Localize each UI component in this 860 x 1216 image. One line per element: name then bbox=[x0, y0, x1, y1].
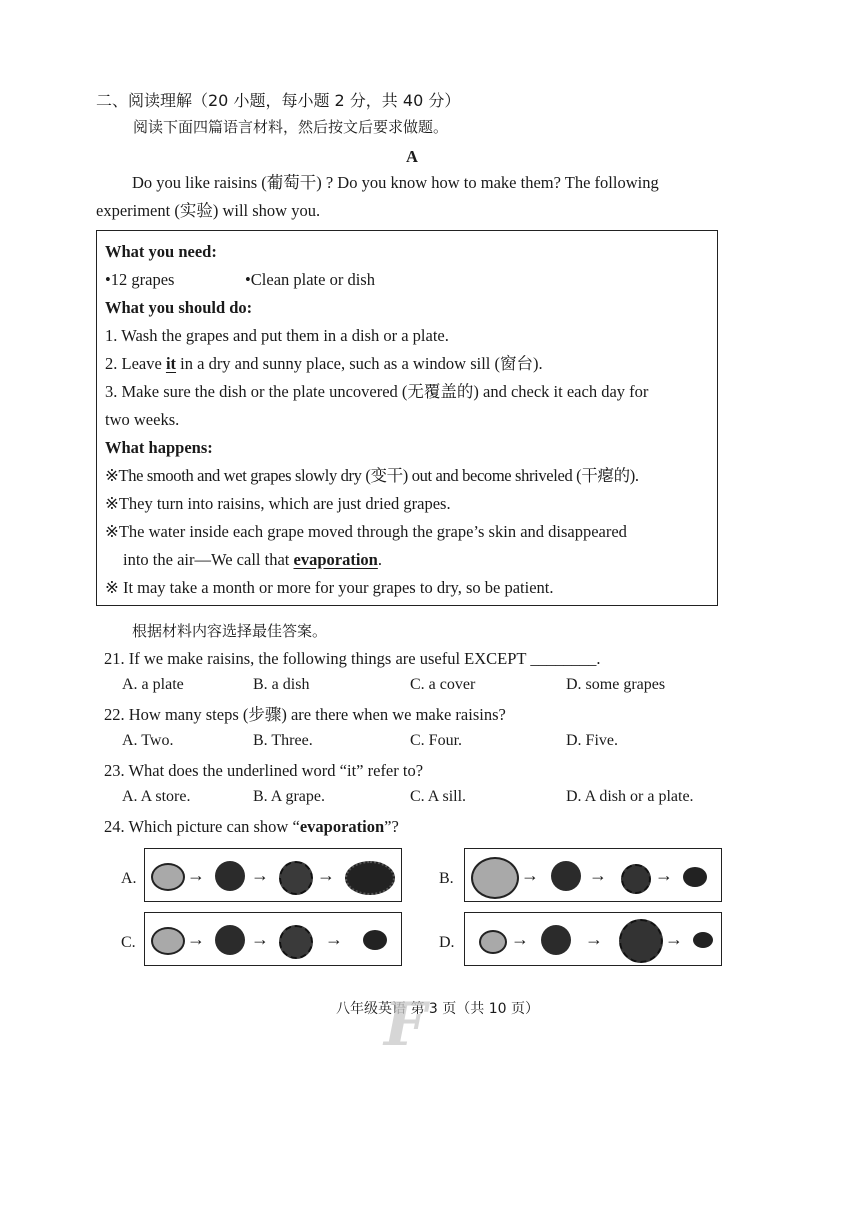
step-3-line1: 3. Make sure the dish or the plate uncovered (无覆盖的) and check it each day for bbox=[105, 382, 649, 401]
happen-4: ※ It may take a month or more for your grapes to dry, so be patient. bbox=[105, 578, 554, 597]
q21-option-c[interactable]: C. a cover bbox=[410, 676, 476, 693]
happen-3-pre: into the air—We call that bbox=[123, 550, 294, 569]
shriveling-grape-icon bbox=[279, 861, 313, 895]
q23-option-b[interactable]: B. A grape. bbox=[253, 788, 325, 805]
arrow-icon: → bbox=[585, 929, 603, 949]
arrow-icon: → bbox=[665, 929, 683, 949]
arrow-icon: → bbox=[655, 865, 673, 885]
q22-option-a[interactable]: A. Two. bbox=[122, 732, 174, 749]
q24-stem-post: ”? bbox=[384, 817, 399, 836]
q21-option-a[interactable]: A. a plate bbox=[122, 676, 184, 693]
section-instruction: 阅读下面四篇语言材料，然后按文后要求做题。 bbox=[133, 118, 449, 136]
question-21: 21. If we make raisins, the following things are useful EXCEPT ________. bbox=[104, 649, 601, 668]
q21-option-d[interactable]: D. some grapes bbox=[566, 676, 666, 693]
shriveling-grape-icon bbox=[621, 864, 651, 894]
q24-label-c[interactable]: C. bbox=[121, 934, 136, 951]
q24-picture-c[interactable] bbox=[144, 912, 402, 966]
arrow-icon: → bbox=[589, 865, 607, 885]
happen-3-line2 bbox=[123, 549, 382, 571]
arrow-icon: → bbox=[187, 929, 205, 949]
passage-intro-line2: experiment (实验) will show you. bbox=[96, 201, 321, 220]
step-3-line2: two weeks. bbox=[105, 410, 180, 429]
passage-label: A bbox=[406, 147, 418, 166]
raisin-icon bbox=[683, 867, 707, 887]
do-heading: What you should do: bbox=[105, 298, 253, 317]
happen-1: ※The smooth and wet grapes slowly dry (变干) out and become shriveled (干瘪的). bbox=[105, 466, 639, 485]
drying-grape-icon bbox=[551, 861, 581, 891]
q21-option-b[interactable]: B. a dish bbox=[253, 676, 310, 693]
arrow-icon: → bbox=[187, 865, 205, 885]
arrow-icon: → bbox=[511, 929, 529, 949]
shriveling-grape-icon bbox=[279, 925, 313, 959]
q24-picture-b[interactable] bbox=[464, 848, 722, 902]
page-footer: 八年级英语 第 3 页（共 10 页） bbox=[336, 1001, 539, 1017]
arrow-icon: → bbox=[251, 865, 269, 885]
task-instruction: 根据材料内容选择最佳答案。 bbox=[132, 622, 328, 640]
q24-picture-d[interactable] bbox=[464, 912, 722, 966]
step-2 bbox=[105, 353, 543, 375]
question-23: 23. What does the underlined word “it” refer to? bbox=[104, 761, 424, 780]
fresh-grape-icon bbox=[479, 930, 507, 954]
passage-intro-line1: Do you like raisins (葡萄干) ? Do you know how to make them? The following bbox=[132, 173, 659, 192]
fresh-grape-icon bbox=[151, 927, 185, 955]
drying-grape-icon bbox=[215, 861, 245, 891]
watermark-logo: F bbox=[384, 990, 427, 1060]
raisin-icon bbox=[693, 932, 713, 948]
step-2-pre: 2. Leave bbox=[105, 354, 166, 373]
happen-3-post: . bbox=[377, 550, 382, 569]
drying-grape-icon bbox=[215, 925, 245, 955]
section-title: 二、阅读理解（20 小题，每小题 2 分，共 40 分） bbox=[96, 91, 461, 110]
arrow-icon: → bbox=[521, 865, 539, 885]
raisin-icon bbox=[363, 930, 387, 950]
q24-label-d[interactable]: D. bbox=[439, 934, 455, 951]
q24-picture-a[interactable] bbox=[144, 848, 402, 902]
arrow-icon: → bbox=[317, 865, 335, 885]
q22-option-c[interactable]: C. Four. bbox=[410, 732, 463, 749]
q23-option-c[interactable]: C. A sill. bbox=[410, 788, 467, 805]
step-2-underlined-it: it bbox=[165, 354, 177, 373]
happen-2: ※They turn into raisins, which are just dried grapes. bbox=[105, 494, 451, 513]
need-heading: What you need: bbox=[105, 242, 217, 261]
happen-3-evaporation: evaporation bbox=[293, 550, 378, 569]
q22-option-d[interactable]: D. Five. bbox=[566, 732, 618, 749]
q24-label-a[interactable]: A. bbox=[121, 870, 137, 887]
question-24 bbox=[104, 816, 399, 838]
arrow-icon: → bbox=[325, 929, 343, 949]
q24-stem-evaporation: evaporation bbox=[299, 817, 385, 836]
need-item-plate: •Clean plate or dish bbox=[245, 270, 375, 289]
raisin-icon bbox=[345, 861, 395, 895]
need-item-grapes: •12 grapes bbox=[105, 270, 175, 289]
fresh-grape-icon bbox=[471, 857, 519, 899]
question-22: 22. How many steps (步骤) are there when we make raisins? bbox=[104, 705, 506, 724]
experiment-box bbox=[96, 230, 718, 606]
drying-grape-icon bbox=[541, 925, 571, 955]
q24-label-b[interactable]: B. bbox=[439, 870, 454, 887]
happens-heading: What happens: bbox=[105, 438, 213, 457]
arrow-icon: → bbox=[251, 929, 269, 949]
q23-option-d[interactable]: D. A dish or a plate. bbox=[566, 788, 694, 805]
q23-option-a[interactable]: A. A store. bbox=[122, 788, 191, 805]
shriveling-grape-icon bbox=[619, 919, 663, 963]
fresh-grape-icon bbox=[151, 863, 185, 891]
q24-stem-pre: 24. Which picture can show “ bbox=[104, 817, 300, 836]
q22-option-b[interactable]: B. Three. bbox=[253, 732, 313, 749]
step-2-post: in a dry and sunny place, such as a window sill (窗台). bbox=[176, 354, 543, 373]
step-1: 1. Wash the grapes and put them in a dish or a plate. bbox=[105, 326, 449, 345]
happen-3-line1: ※The water inside each grape moved through the grape’s skin and disappeared bbox=[105, 522, 627, 541]
